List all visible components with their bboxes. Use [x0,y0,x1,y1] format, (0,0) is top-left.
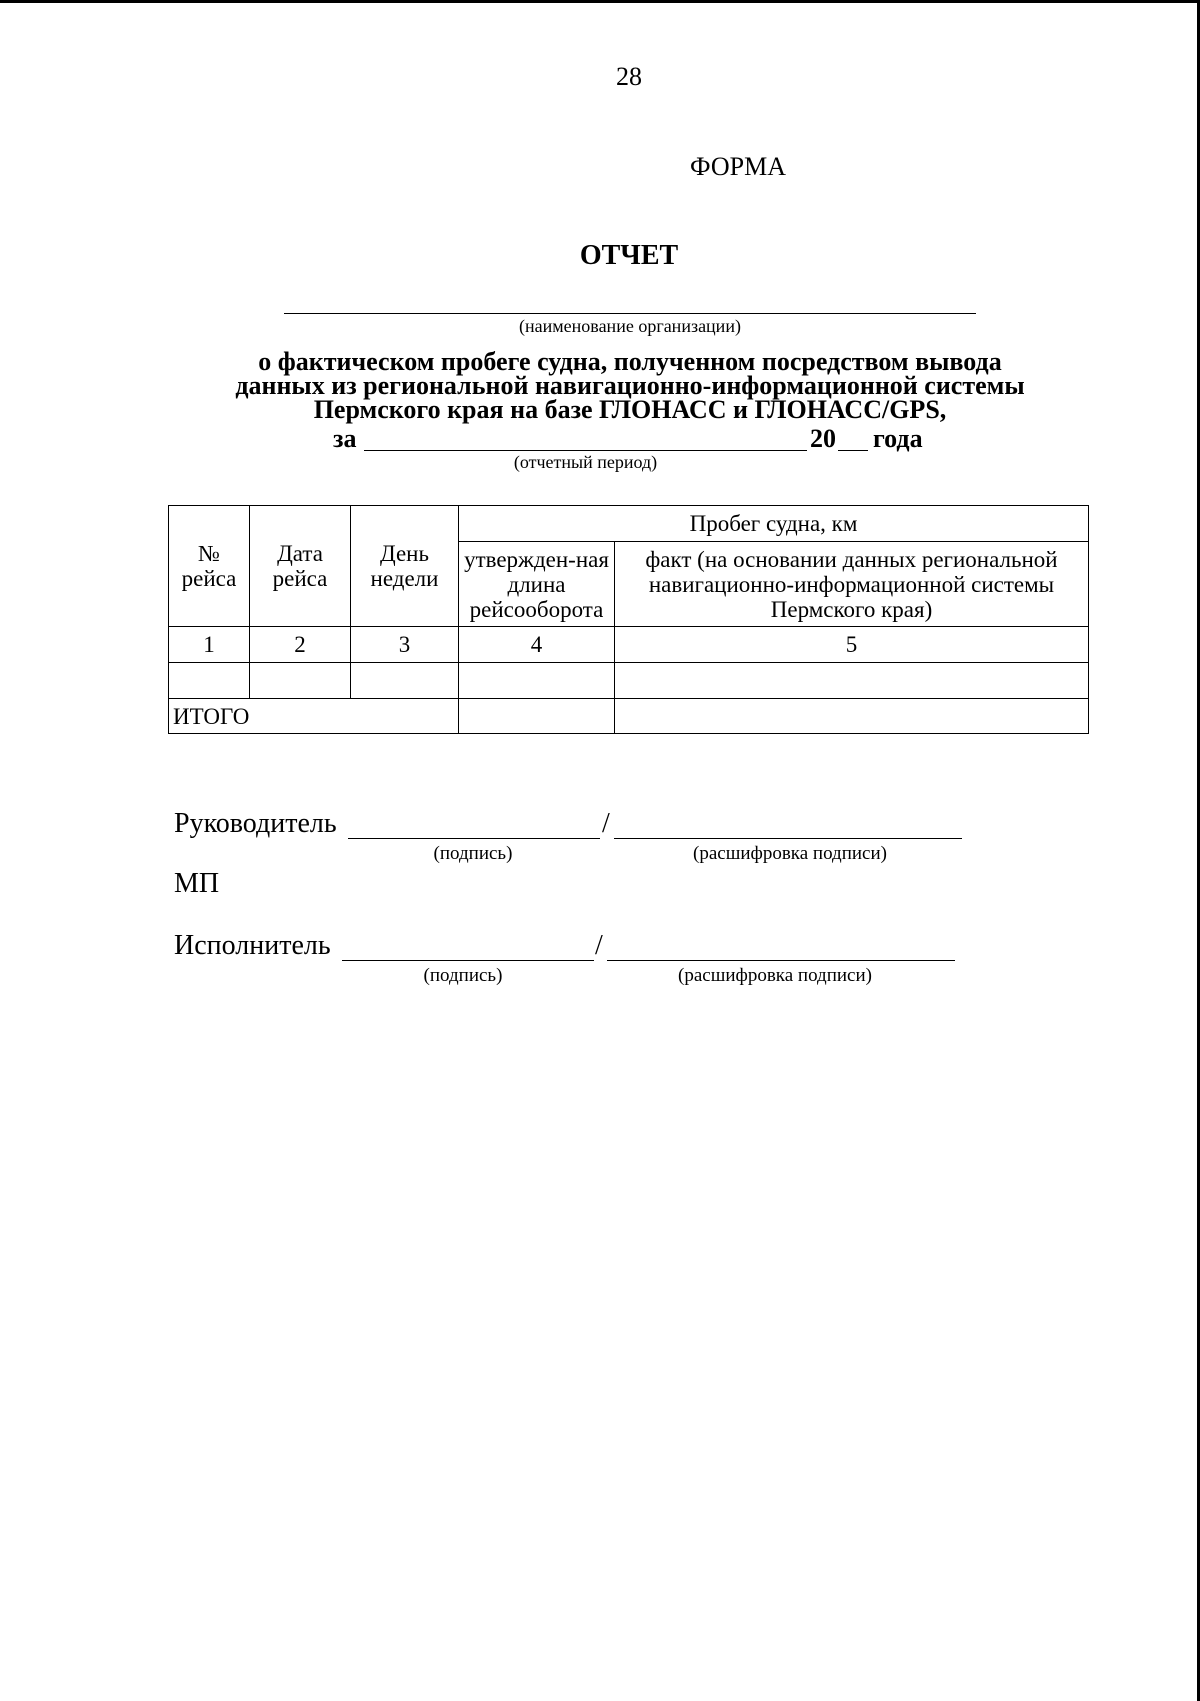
executor-signature-caption: (подпись) [423,965,503,986]
total-approved-cell [459,699,615,734]
column-number-4: 4 [459,627,615,663]
executor-slash: / [595,930,603,961]
head-label: Руководитель [174,808,337,839]
total-row [169,699,1089,734]
period-caption: (отчетный период) [513,452,658,472]
subtitle-line-1: о фактическом пробеге судна, полученном посредством вывода [258,347,1002,376]
page-number: 28 [616,62,642,91]
period-year-blank-line [838,450,868,451]
report-subtitle [150,347,1110,424]
empty-cell [169,663,250,699]
empty-cell [615,663,1089,699]
column-number-2: 2 [250,627,351,663]
period-year-suffix: года [873,424,923,453]
executor-decoding-line [607,960,955,961]
head-decoding-caption: (расшифровка подписи) [693,843,887,864]
subtitle-line-3: Пермского края на базе ГЛОНАСС и ГЛОНАСС/GPS, [313,395,947,424]
executor-decoding-caption: (расшифровка подписи) [678,965,872,986]
head-signature-caption: (подпись) [433,843,513,864]
form-label: ФОРМА [690,152,786,181]
organization-name-caption: (наименование организации) [519,316,741,336]
header-trip-number: № рейса [169,506,250,627]
header-vessel-mileage-group: Пробег судна, км [459,506,1089,542]
header-approved-length: утвержден-ная длина рейсооборота [459,542,615,627]
total-label: ИТОГО [169,699,459,734]
organization-name-line [284,313,976,314]
empty-cell [250,663,351,699]
header-weekday: День недели [351,506,459,627]
period-blank-line [364,450,807,451]
column-number-1: 1 [169,627,250,663]
header-actual-mileage: факт (на основании данных региональной навигационно-информационной системы Пермского края) [615,542,1089,627]
column-number-3: 3 [351,627,459,663]
executor-label: Исполнитель [174,930,331,961]
table-header-row [169,506,1089,542]
empty-cell [351,663,459,699]
page-edge-top [0,0,1200,3]
mileage-report-table [168,505,1089,734]
head-decoding-line [614,838,962,839]
executor-signature-line [342,960,594,961]
empty-cell [459,663,615,699]
report-title: ОТЧЕТ [579,240,679,271]
period-year-prefix: 20 [810,424,836,453]
period-prefix: за [333,424,357,453]
head-signature-line [348,838,600,839]
subtitle-line-2: данных из региональной навигационно-информационной системы [235,371,1025,400]
stamp-label: МП [174,868,220,899]
header-trip-date: Дата рейса [250,506,351,627]
column-numbers-row [169,627,1089,663]
empty-data-row [169,663,1089,699]
total-actual-cell [615,699,1089,734]
column-number-5: 5 [615,627,1089,663]
head-slash: / [602,808,610,839]
